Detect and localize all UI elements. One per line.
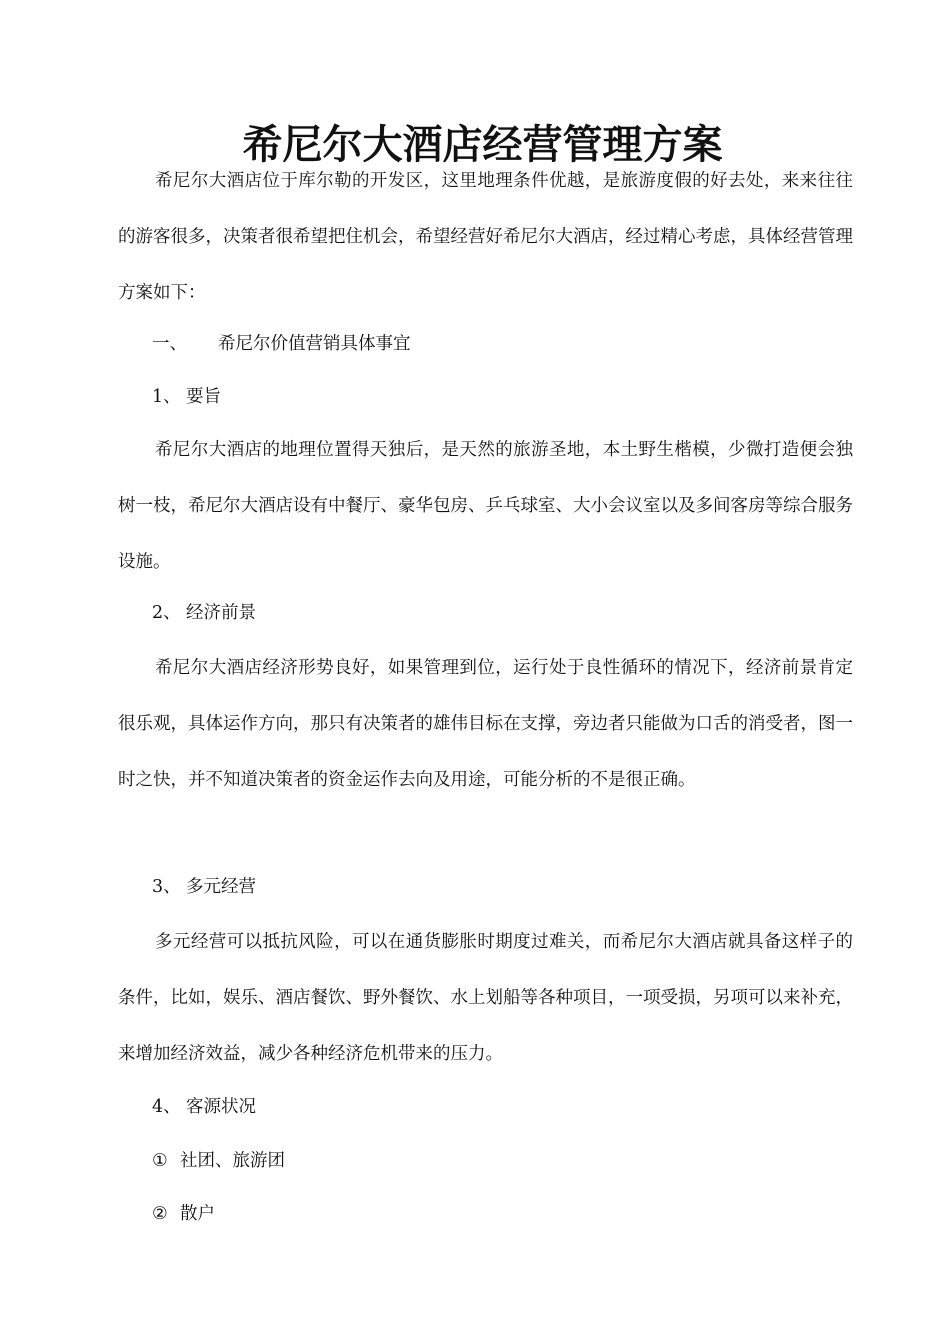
section-title: 希尼尔价值营销具体事宜 (218, 334, 411, 354)
item-number: 3、 (152, 877, 181, 897)
sub-item-1 (152, 1146, 285, 1176)
item-heading-2 (152, 598, 256, 628)
item-heading-3 (152, 872, 256, 902)
item-heading-4 (152, 1092, 256, 1122)
item-heading-1 (152, 382, 221, 412)
sub-item-number: ① (152, 1151, 168, 1171)
sub-item-text: 散户 (180, 1204, 215, 1224)
item-number: 1、 (152, 387, 181, 407)
paragraph-economy: 希尼尔大酒店经济形势良好，如果管理到位，运行处于良性循环的情况下，经济前景肯定很乐观，具体运作方向，那只有决策者的雄伟目标在支撑，旁边者只能做为口舌的消受者，图一时之快，并不知道决策者的资金运作去向及用途，可能分析的不是很正确。 (118, 658, 853, 790)
section-number: 一、 (152, 334, 187, 354)
paragraph-location: 希尼尔大酒店的地理位置得天独后，是天然的旅游圣地，本土野生楷模，少微打造便会独树一枝，希尼尔大酒店设有中餐厅、豪华包房、乒乓球室、大小会议室以及多间客房等综合服务设施。 (118, 440, 853, 572)
item-title: 要旨 (186, 387, 221, 407)
item-number: 4、 (152, 1097, 181, 1117)
item-title: 经济前景 (186, 603, 256, 623)
item-number: 2、 (152, 603, 181, 623)
sub-item-text: 社团、旅游团 (180, 1151, 285, 1171)
section-heading-1 (152, 329, 411, 359)
intro-paragraph: 希尼尔大酒店位于库尔勒的开发区，这里地理条件优越，是旅游度假的好去处，来来往往的游客很多，决策者很希望把住机会，希望经营好希尼尔大酒店，经过精心考虑，具体经营管理方案如下： (118, 171, 853, 303)
sub-item-number: ② (152, 1204, 168, 1224)
item-title: 客源状况 (186, 1097, 256, 1117)
sub-item-2 (152, 1199, 215, 1229)
document-title: 希尼尔大酒店经营管理方案 (242, 121, 723, 168)
item-title: 多元经营 (186, 877, 256, 897)
paragraph-diversified: 多元经营可以抵抗风险，可以在通货膨胀时期度过难关，而希尼尔大酒店就具备这样子的条件，比如，娱乐、酒店餐饮、野外餐饮、水上划船等各种项目，一项受损，另项可以来补充，来增加经济效益，减少各种经济危机带来的压力。 (118, 932, 853, 1064)
